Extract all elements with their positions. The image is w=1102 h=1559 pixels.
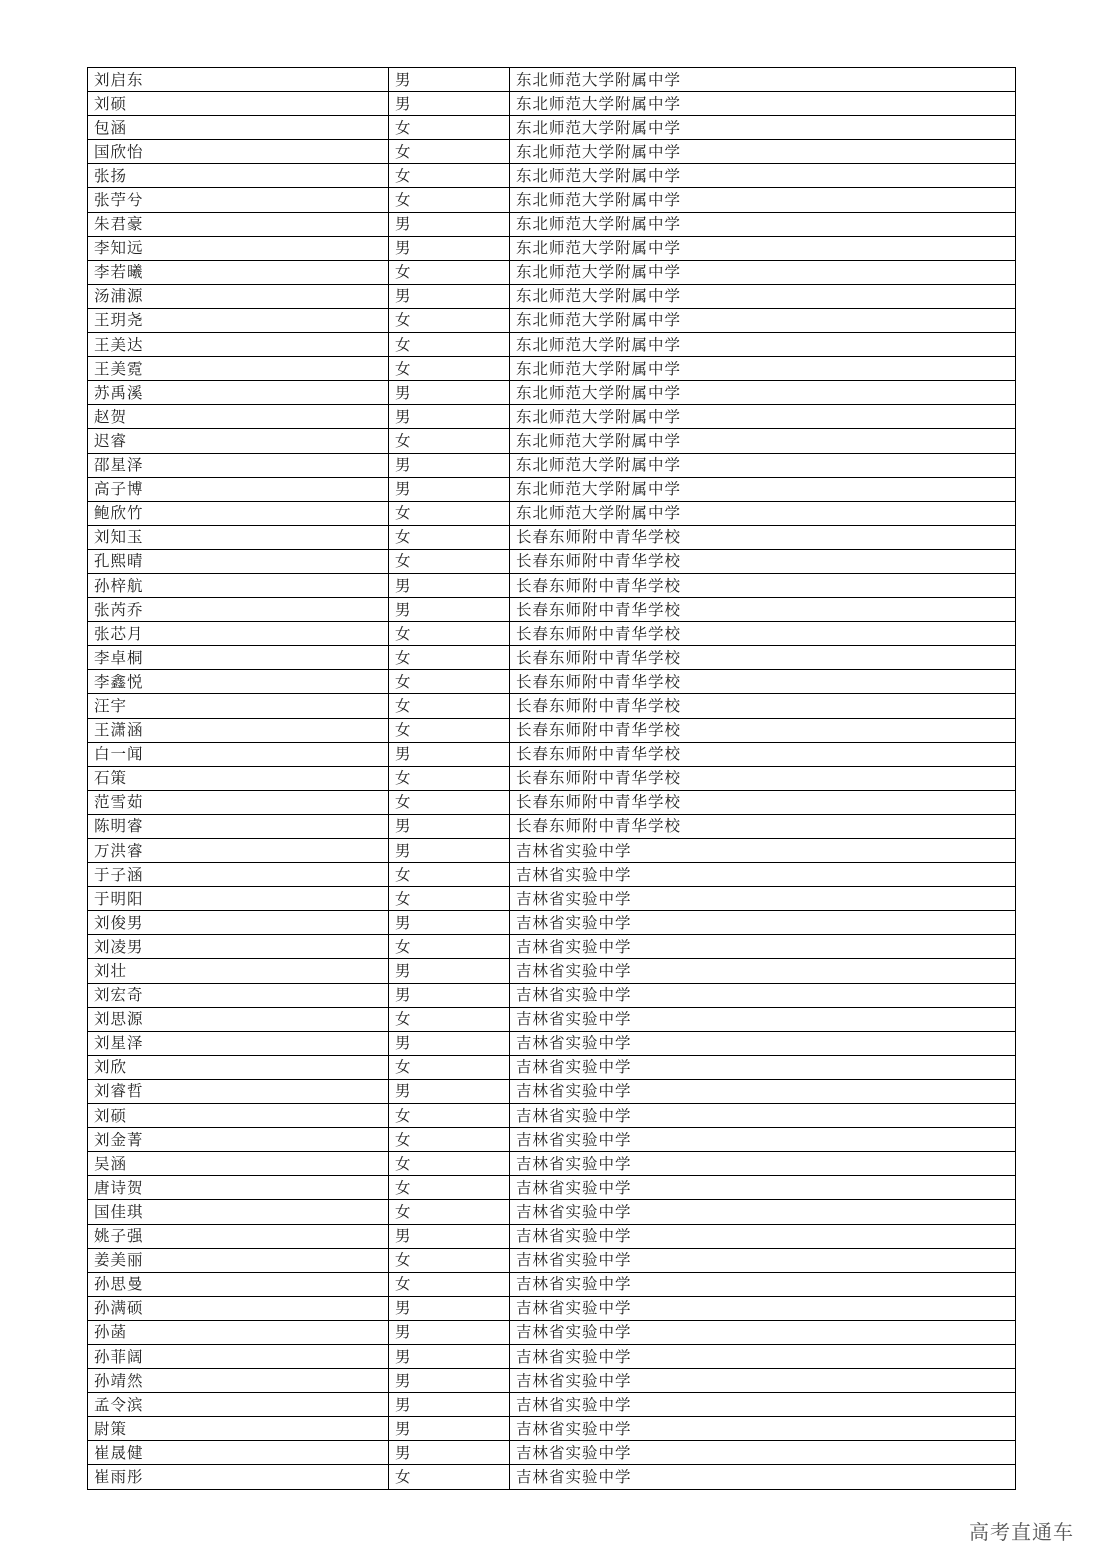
student-name-cell: 刘星泽 xyxy=(88,1031,389,1055)
school-cell: 长春东师附中青华学校 xyxy=(510,622,1016,646)
school-cell: 吉林省实验中学 xyxy=(510,983,1016,1007)
school-cell: 吉林省实验中学 xyxy=(510,1320,1016,1344)
student-name-cell: 孙梓航 xyxy=(88,573,389,597)
student-name-cell: 孙菲阔 xyxy=(88,1344,389,1368)
school-cell: 吉林省实验中学 xyxy=(510,1465,1016,1489)
student-name-cell: 王潇涵 xyxy=(88,718,389,742)
table-row xyxy=(88,308,1016,332)
school-cell: 长春东师附中青华学校 xyxy=(510,549,1016,573)
school-cell: 吉林省实验中学 xyxy=(510,1441,1016,1465)
gender-cell: 女 xyxy=(389,549,510,573)
gender-cell: 女 xyxy=(389,525,510,549)
student-name-cell: 崔雨彤 xyxy=(88,1465,389,1489)
gender-cell: 女 xyxy=(389,1200,510,1224)
table-row xyxy=(88,501,1016,525)
gender-cell: 女 xyxy=(389,1248,510,1272)
gender-cell: 女 xyxy=(389,646,510,670)
table-row xyxy=(88,212,1016,236)
student-name-cell: 赵贺 xyxy=(88,405,389,429)
table-row xyxy=(88,477,1016,501)
student-name-cell: 张苧兮 xyxy=(88,188,389,212)
table-row xyxy=(88,1248,1016,1272)
gender-cell: 女 xyxy=(389,1272,510,1296)
school-cell: 长春东师附中青华学校 xyxy=(510,646,1016,670)
gender-cell: 男 xyxy=(389,236,510,260)
student-name-cell: 孟令滨 xyxy=(88,1393,389,1417)
student-name-cell: 刘欣 xyxy=(88,1055,389,1079)
gender-cell: 男 xyxy=(389,1441,510,1465)
school-cell: 东北师范大学附属中学 xyxy=(510,284,1016,308)
table-row xyxy=(88,1344,1016,1368)
table-row xyxy=(88,1296,1016,1320)
gender-cell: 男 xyxy=(389,742,510,766)
student-name-cell: 崔晟健 xyxy=(88,1441,389,1465)
student-name-cell: 孔熙晴 xyxy=(88,549,389,573)
gender-cell: 女 xyxy=(389,622,510,646)
gender-cell: 女 xyxy=(389,887,510,911)
gender-cell: 男 xyxy=(389,983,510,1007)
student-name-cell: 孙菡 xyxy=(88,1320,389,1344)
school-cell: 东北师范大学附属中学 xyxy=(510,429,1016,453)
gender-cell: 女 xyxy=(389,718,510,742)
table-row xyxy=(88,140,1016,164)
gender-cell: 男 xyxy=(389,1031,510,1055)
student-name-cell: 王玥尧 xyxy=(88,308,389,332)
school-cell: 东北师范大学附属中学 xyxy=(510,68,1016,92)
gender-cell: 男 xyxy=(389,573,510,597)
table-row xyxy=(88,188,1016,212)
school-cell: 东北师范大学附属中学 xyxy=(510,116,1016,140)
school-cell: 吉林省实验中学 xyxy=(510,1200,1016,1224)
gender-cell: 女 xyxy=(389,1104,510,1128)
table-row xyxy=(88,646,1016,670)
table-row xyxy=(88,405,1016,429)
student-name-cell: 刘壮 xyxy=(88,959,389,983)
gender-cell: 女 xyxy=(389,766,510,790)
table-row xyxy=(88,766,1016,790)
table-row xyxy=(88,284,1016,308)
table-row xyxy=(88,1320,1016,1344)
school-cell: 吉林省实验中学 xyxy=(510,1128,1016,1152)
student-name-cell: 刘凌男 xyxy=(88,935,389,959)
student-name-cell: 李卓桐 xyxy=(88,646,389,670)
school-cell: 长春东师附中青华学校 xyxy=(510,766,1016,790)
table-row xyxy=(88,863,1016,887)
student-name-cell: 刘俊男 xyxy=(88,911,389,935)
student-name-cell: 刘知玉 xyxy=(88,525,389,549)
school-cell: 东北师范大学附属中学 xyxy=(510,453,1016,477)
school-cell: 东北师范大学附属中学 xyxy=(510,357,1016,381)
table-row xyxy=(88,573,1016,597)
gender-cell: 女 xyxy=(389,1055,510,1079)
student-name-cell: 李鑫悦 xyxy=(88,670,389,694)
school-cell: 吉林省实验中学 xyxy=(510,1007,1016,1031)
gender-cell: 女 xyxy=(389,164,510,188)
school-cell: 东北师范大学附属中学 xyxy=(510,477,1016,501)
student-name-cell: 鲍欣竹 xyxy=(88,501,389,525)
school-cell: 东北师范大学附属中学 xyxy=(510,381,1016,405)
school-cell: 长春东师附中青华学校 xyxy=(510,814,1016,838)
table-row xyxy=(88,1393,1016,1417)
table-row xyxy=(88,68,1016,92)
gender-cell: 女 xyxy=(389,308,510,332)
student-name-cell: 吴涵 xyxy=(88,1152,389,1176)
student-name-cell: 于明阳 xyxy=(88,887,389,911)
student-name-cell: 王美霓 xyxy=(88,357,389,381)
table-row xyxy=(88,453,1016,477)
school-cell: 吉林省实验中学 xyxy=(510,1369,1016,1393)
gender-cell: 女 xyxy=(389,188,510,212)
school-cell: 吉林省实验中学 xyxy=(510,935,1016,959)
student-name-cell: 刘硕 xyxy=(88,1104,389,1128)
table-row xyxy=(88,1031,1016,1055)
student-name-cell: 刘启东 xyxy=(88,68,389,92)
student-name-cell: 汤浦源 xyxy=(88,284,389,308)
gender-cell: 男 xyxy=(389,959,510,983)
school-cell: 吉林省实验中学 xyxy=(510,1344,1016,1368)
school-cell: 东北师范大学附属中学 xyxy=(510,333,1016,357)
table-row xyxy=(88,260,1016,284)
gender-cell: 男 xyxy=(389,381,510,405)
school-cell: 长春东师附中青华学校 xyxy=(510,790,1016,814)
table-row xyxy=(88,1224,1016,1248)
table-row xyxy=(88,1441,1016,1465)
gender-cell: 女 xyxy=(389,1128,510,1152)
student-name-cell: 李若曦 xyxy=(88,260,389,284)
table-row xyxy=(88,983,1016,1007)
school-cell: 东北师范大学附属中学 xyxy=(510,92,1016,116)
table-row xyxy=(88,1200,1016,1224)
school-cell: 吉林省实验中学 xyxy=(510,1055,1016,1079)
gender-cell: 女 xyxy=(389,116,510,140)
school-cell: 长春东师附中青华学校 xyxy=(510,742,1016,766)
gender-cell: 女 xyxy=(389,863,510,887)
student-name-cell: 姜美丽 xyxy=(88,1248,389,1272)
gender-cell: 男 xyxy=(389,477,510,501)
school-cell: 长春东师附中青华学校 xyxy=(510,694,1016,718)
table-row xyxy=(88,236,1016,260)
table-row xyxy=(88,742,1016,766)
student-name-cell: 刘硕 xyxy=(88,92,389,116)
student-name-cell: 孙思曼 xyxy=(88,1272,389,1296)
school-cell: 东北师范大学附属中学 xyxy=(510,308,1016,332)
gender-cell: 男 xyxy=(389,284,510,308)
gender-cell: 男 xyxy=(389,405,510,429)
school-cell: 吉林省实验中学 xyxy=(510,887,1016,911)
school-cell: 东北师范大学附属中学 xyxy=(510,260,1016,284)
gender-cell: 男 xyxy=(389,911,510,935)
student-name-cell: 陈明睿 xyxy=(88,814,389,838)
table-row xyxy=(88,116,1016,140)
student-name-cell: 朱君豪 xyxy=(88,212,389,236)
table-row xyxy=(88,1369,1016,1393)
student-name-cell: 邵星泽 xyxy=(88,453,389,477)
table-row xyxy=(88,1128,1016,1152)
gender-cell: 男 xyxy=(389,1344,510,1368)
student-roster-table xyxy=(87,67,1016,1490)
gender-cell: 男 xyxy=(389,1224,510,1248)
table-row xyxy=(88,887,1016,911)
school-cell: 东北师范大学附属中学 xyxy=(510,164,1016,188)
student-name-cell: 白一闻 xyxy=(88,742,389,766)
school-cell: 吉林省实验中学 xyxy=(510,863,1016,887)
gender-cell: 男 xyxy=(389,1369,510,1393)
school-cell: 吉林省实验中学 xyxy=(510,1393,1016,1417)
school-cell: 吉林省实验中学 xyxy=(510,1224,1016,1248)
school-cell: 东北师范大学附属中学 xyxy=(510,501,1016,525)
student-name-cell: 万洪睿 xyxy=(88,839,389,863)
school-cell: 吉林省实验中学 xyxy=(510,959,1016,983)
table-row xyxy=(88,1055,1016,1079)
student-name-cell: 姚子强 xyxy=(88,1224,389,1248)
school-cell: 吉林省实验中学 xyxy=(510,839,1016,863)
gender-cell: 男 xyxy=(389,598,510,622)
table-row xyxy=(88,1417,1016,1441)
table-row xyxy=(88,92,1016,116)
gender-cell: 女 xyxy=(389,1176,510,1200)
gender-cell: 女 xyxy=(389,935,510,959)
school-cell: 吉林省实验中学 xyxy=(510,1417,1016,1441)
gender-cell: 男 xyxy=(389,1417,510,1441)
table-row xyxy=(88,525,1016,549)
watermark-text: 高考直通车 xyxy=(969,1520,1074,1544)
gender-cell: 女 xyxy=(389,1465,510,1489)
table-row xyxy=(88,1152,1016,1176)
gender-cell: 男 xyxy=(389,1296,510,1320)
school-cell: 东北师范大学附属中学 xyxy=(510,188,1016,212)
school-cell: 长春东师附中青华学校 xyxy=(510,573,1016,597)
school-cell: 东北师范大学附属中学 xyxy=(510,236,1016,260)
gender-cell: 男 xyxy=(389,212,510,236)
gender-cell: 男 xyxy=(389,68,510,92)
school-cell: 长春东师附中青华学校 xyxy=(510,718,1016,742)
table-row xyxy=(88,164,1016,188)
table-row xyxy=(88,814,1016,838)
gender-cell: 女 xyxy=(389,429,510,453)
school-cell: 吉林省实验中学 xyxy=(510,1152,1016,1176)
table-row xyxy=(88,1079,1016,1103)
student-name-cell: 刘睿哲 xyxy=(88,1079,389,1103)
gender-cell: 男 xyxy=(389,1320,510,1344)
school-cell: 吉林省实验中学 xyxy=(510,1248,1016,1272)
table-row xyxy=(88,718,1016,742)
student-name-cell: 迟睿 xyxy=(88,429,389,453)
gender-cell: 女 xyxy=(389,260,510,284)
gender-cell: 女 xyxy=(389,670,510,694)
student-name-cell: 王美达 xyxy=(88,333,389,357)
student-name-cell: 孙满硕 xyxy=(88,1296,389,1320)
school-cell: 吉林省实验中学 xyxy=(510,1296,1016,1320)
table-row xyxy=(88,1176,1016,1200)
student-name-cell: 汪宇 xyxy=(88,694,389,718)
gender-cell: 男 xyxy=(389,1079,510,1103)
student-name-cell: 孙靖然 xyxy=(88,1369,389,1393)
table-row xyxy=(88,1007,1016,1031)
table-row xyxy=(88,622,1016,646)
student-name-cell: 范雪茹 xyxy=(88,790,389,814)
school-cell: 东北师范大学附属中学 xyxy=(510,405,1016,429)
roster-body xyxy=(88,68,1016,1490)
table-row xyxy=(88,549,1016,573)
gender-cell: 男 xyxy=(389,814,510,838)
gender-cell: 女 xyxy=(389,501,510,525)
table-row xyxy=(88,694,1016,718)
table-row xyxy=(88,1104,1016,1128)
table-row xyxy=(88,357,1016,381)
gender-cell: 女 xyxy=(389,1152,510,1176)
gender-cell: 女 xyxy=(389,140,510,164)
student-name-cell: 国欣怡 xyxy=(88,140,389,164)
school-cell: 长春东师附中青华学校 xyxy=(510,670,1016,694)
student-name-cell: 尉策 xyxy=(88,1417,389,1441)
school-cell: 吉林省实验中学 xyxy=(510,911,1016,935)
student-name-cell: 张芯月 xyxy=(88,622,389,646)
student-name-cell: 高子博 xyxy=(88,477,389,501)
gender-cell: 男 xyxy=(389,1393,510,1417)
table-row xyxy=(88,959,1016,983)
gender-cell: 女 xyxy=(389,357,510,381)
student-name-cell: 唐诗贺 xyxy=(88,1176,389,1200)
table-row xyxy=(88,911,1016,935)
student-name-cell: 国佳琪 xyxy=(88,1200,389,1224)
gender-cell: 男 xyxy=(389,839,510,863)
gender-cell: 男 xyxy=(389,453,510,477)
school-cell: 长春东师附中青华学校 xyxy=(510,598,1016,622)
table-row xyxy=(88,670,1016,694)
school-cell: 吉林省实验中学 xyxy=(510,1176,1016,1200)
gender-cell: 女 xyxy=(389,333,510,357)
student-name-cell: 石策 xyxy=(88,766,389,790)
student-name-cell: 苏禹溪 xyxy=(88,381,389,405)
school-cell: 吉林省实验中学 xyxy=(510,1104,1016,1128)
gender-cell: 女 xyxy=(389,790,510,814)
gender-cell: 男 xyxy=(389,92,510,116)
student-name-cell: 刘思源 xyxy=(88,1007,389,1031)
student-name-cell: 包涵 xyxy=(88,116,389,140)
school-cell: 东北师范大学附属中学 xyxy=(510,212,1016,236)
student-name-cell: 于子涵 xyxy=(88,863,389,887)
student-name-cell: 刘宏奇 xyxy=(88,983,389,1007)
table-row xyxy=(88,381,1016,405)
table-row xyxy=(88,598,1016,622)
student-name-cell: 刘金菁 xyxy=(88,1128,389,1152)
school-cell: 吉林省实验中学 xyxy=(510,1031,1016,1055)
table-row xyxy=(88,839,1016,863)
student-name-cell: 张扬 xyxy=(88,164,389,188)
school-cell: 长春东师附中青华学校 xyxy=(510,525,1016,549)
table-row xyxy=(88,935,1016,959)
table-row xyxy=(88,790,1016,814)
school-cell: 东北师范大学附属中学 xyxy=(510,140,1016,164)
table-row xyxy=(88,1272,1016,1296)
table-row xyxy=(88,429,1016,453)
table-row xyxy=(88,1465,1016,1489)
school-cell: 吉林省实验中学 xyxy=(510,1272,1016,1296)
student-name-cell: 张芮乔 xyxy=(88,598,389,622)
school-cell: 吉林省实验中学 xyxy=(510,1079,1016,1103)
student-name-cell: 李知远 xyxy=(88,236,389,260)
gender-cell: 女 xyxy=(389,1007,510,1031)
gender-cell: 女 xyxy=(389,694,510,718)
table-row xyxy=(88,333,1016,357)
